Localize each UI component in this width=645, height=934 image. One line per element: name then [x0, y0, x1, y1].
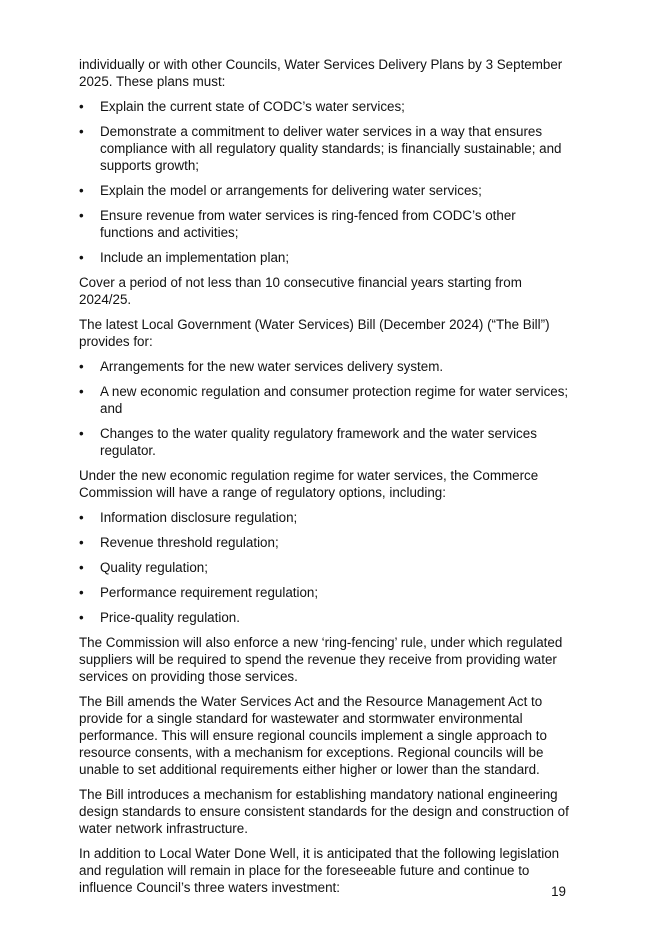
engineering-standards-paragraph: The Bill introduces a mechanism for establishing mandatory national engineering design standards to ensure consistent standards for the design and construction of water network infrastructure. [79, 787, 569, 836]
ring-fencing-paragraph: The Commission will also enforce a new ‘ring-fencing’ rule, under which regulated suppliers will be required to spend the revenue they receive from providing water services on providing those services. [79, 635, 563, 684]
list-item [79, 123, 569, 174]
bullet-icon: • [79, 183, 84, 198]
list-item-text: Explain the model or arrangements for delivering water services; [100, 183, 482, 198]
bullet-icon: • [79, 384, 84, 399]
bill-paragraph: The latest Local Government (Water Services) Bill (December 2024) (“The Bill”) provides for: [79, 317, 550, 349]
list-item [79, 249, 569, 266]
page-number: 19 [551, 884, 566, 899]
plans-requirements-list [79, 98, 569, 266]
list-item-text: Ensure revenue from water services is ring-fenced from CODC’s other functions and activities; [100, 208, 516, 240]
list-item [79, 584, 569, 601]
regulatory-options-list [79, 509, 569, 626]
list-item-text: Arrangements for the new water services delivery system. [100, 359, 444, 374]
bullet-icon: • [79, 560, 84, 575]
list-item [79, 182, 569, 199]
period-paragraph: Cover a period of not less than 10 consecutive financial years starting from 2024/25. [79, 275, 522, 307]
list-item-text: Explain the current state of CODC’s water services; [100, 99, 405, 114]
standards-paragraph: The Bill amends the Water Services Act and the Resource Management Act to provide for a single standard for wastewater and stormwater environmental performance. This will ensure regional councils implement a single approach to resource consents, with a mechanism for exceptions. Regional councils will be unable to set additional requirements either higher or lower than the standard. [79, 694, 547, 777]
list-item [79, 534, 569, 551]
list-item [79, 383, 569, 417]
legislation-paragraph: In addition to Local Water Done Well, it is anticipated that the following legislation and regulation will remain in place for the foreseeable future and continue to influence Council’s three waters investment: [79, 846, 560, 895]
bullet-icon: • [79, 250, 84, 265]
bullet-icon: • [79, 124, 84, 139]
list-item [79, 609, 569, 626]
bullet-icon: • [79, 99, 84, 114]
bullet-icon: • [79, 208, 84, 223]
list-item [79, 358, 569, 375]
list-item-text: Changes to the water quality regulatory framework and the water services regulator. [100, 426, 537, 458]
intro-paragraph: individually or with other Councils, Water Services Delivery Plans by 3 September 2025. These plans must: [79, 57, 563, 89]
list-item-text: A new economic regulation and consumer protection regime for water services; and [100, 384, 569, 416]
bullet-icon: • [79, 426, 84, 441]
list-item [79, 98, 569, 115]
bullet-icon: • [79, 510, 84, 525]
list-item-text: Demonstrate a commitment to deliver water services in a way that ensures compliance with all regulatory quality standards; is financially sustainable; and supports growth; [100, 124, 562, 173]
list-item-text: Include an implementation plan; [100, 250, 290, 265]
list-item-text: Performance requirement regulation; [100, 585, 319, 600]
bullet-icon: • [79, 359, 84, 374]
list-item [79, 509, 569, 526]
list-item [79, 559, 569, 576]
bill-provisions-list [79, 358, 569, 459]
list-item [79, 425, 569, 459]
regulation-regime-paragraph: Under the new economic regulation regime for water services, the Commerce Commission will have a range of regulatory options, including: [79, 468, 539, 500]
bullet-icon: • [79, 535, 84, 550]
list-item-text: Quality regulation; [100, 560, 208, 575]
list-item-text: Information disclosure regulation; [100, 510, 298, 525]
list-item-text: Revenue threshold regulation; [100, 535, 279, 550]
page-body [79, 56, 569, 904]
bullet-icon: • [79, 610, 84, 625]
list-item [79, 207, 569, 241]
bullet-icon: • [79, 585, 84, 600]
list-item-text: Price-quality regulation. [100, 610, 240, 625]
